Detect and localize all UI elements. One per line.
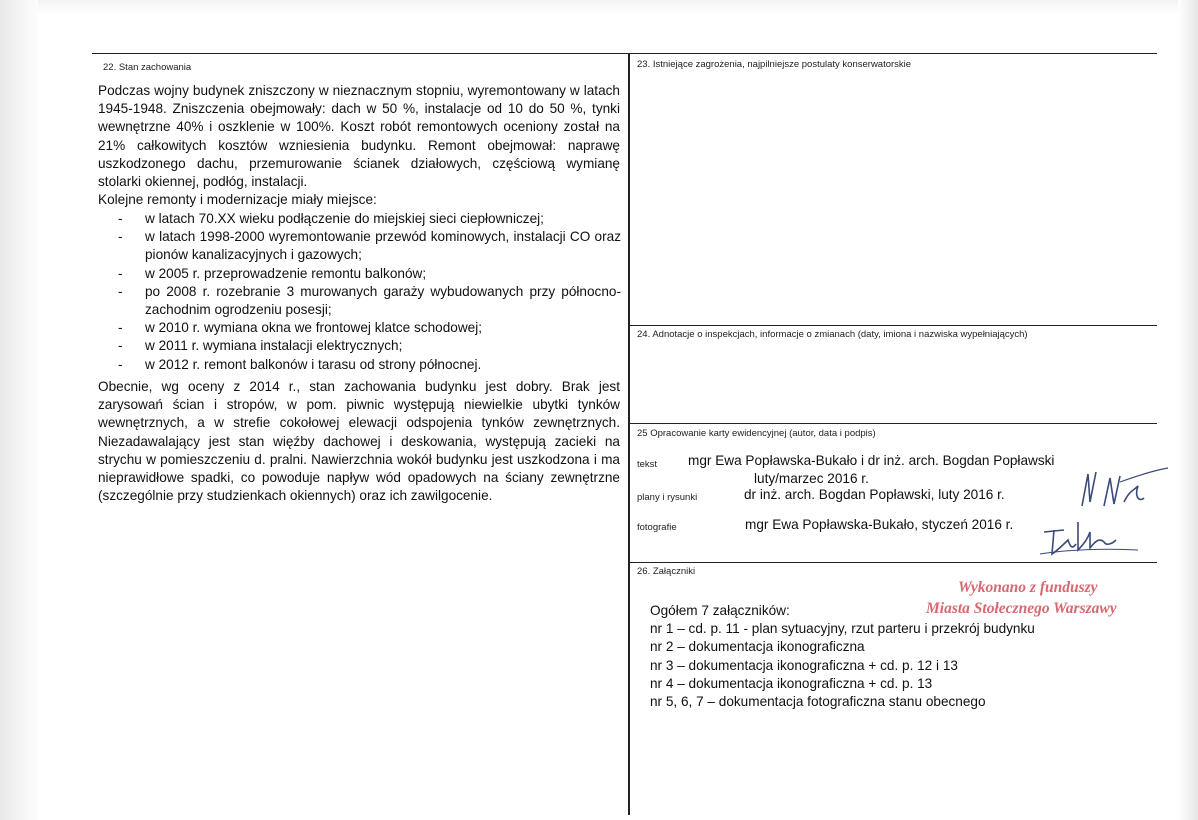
foto-author: mgr Ewa Popławska-Bukało, styczeń 2016 r.	[745, 517, 1014, 532]
dash-bullet: -	[118, 211, 123, 226]
dash-bullet: -	[118, 338, 123, 354]
paragraph-text: Podczas wojny budynek zniszczony w nieznacznym stopniu, wyremontowany w latach 1945-1948. Zniszczenia obejmowały: dach w 50 %, instalacje od 10 do 50 %, tynki wewnętrzne 40% i oszklenie w 100%. Koszt robót remontowych oceniony został na 21% całkowitych kosztów wzniesienia budynku. Remont obejmował: naprawę uszkodzonego dachu, przemurowanie ścianek działowych, częściową wymianę stolarki okiennej, podłóg, instalacji.	[98, 83, 620, 190]
attachments-list	[650, 602, 1035, 711]
section22-label: 22. Stan zachowania	[103, 62, 192, 73]
rule-section24	[628, 325, 1157, 326]
attachment-item: nr 2 – dokumentacja ikonograficzna	[650, 639, 865, 655]
funding-stamp-line1: Wykonano z funduszy	[958, 579, 1098, 596]
list-item-text: w 2010 r. wymiana okna we frontowej klatce schodowej;	[145, 320, 482, 336]
attachment-item: nr 4 – dokumentacja ikonograficzna + cd. p. 13	[650, 675, 933, 691]
list-item-text: po 2008 r. rozebranie 3 murowanych garaży wybudowanych przy północno-zachodnim ogrodzeniu posesji;	[145, 283, 621, 318]
section22-paragraph2: Obecnie, wg oceny z 2014 r., stan zachowania budynku jest dobry. Brak jest zarysowań ścian i stropów, w pom. piwnic występują niewielkie ubytki tynków wewnętrznych, a w strefie cokołowej elewacji odspojenia tynków zewnętrznych. Niezadawalający jest stan więźby dachowej i deskowania, występują zacieki na strychu w pomieszczeniu d. pralni. Nawierzchnia wokół budynku jest uszkodzona i ma nieprawidłowe spadki, co powoduje napływ wód opadowych na ściany zewnętrzne (szczególnie przy studzienkach okiennych) oraz ich zawilgocenie.	[98, 379, 620, 504]
list-item-text: w latach 70.XX wieku podłączenie do miejskiej sieci ciepłowniczej;	[145, 211, 544, 226]
list-item	[118, 265, 621, 283]
list-item-text: w latach 1998-2000 wyremontowanie przewód kominowych, instalacji CO oraz pionów kanalizacyjnych i gazowych;	[145, 229, 621, 263]
dash-bullet: -	[118, 320, 123, 336]
list-item-text: w 2012 r. remont balkonów i tarasu od strony północnej.	[145, 356, 482, 372]
rule-section26	[628, 562, 1157, 563]
list-intro: Kolejne remonty i modernizacje miały miejsce:	[98, 192, 377, 208]
tekst-authors: mgr Ewa Popławska-Bukało i dr inż. arch. Bogdan Popławski	[688, 453, 1055, 468]
dash-bullet: -	[118, 265, 123, 281]
funding-stamp-line2: Miasta Stołecznego Warszawy	[926, 600, 1117, 617]
section22-paragraph1	[98, 82, 620, 209]
attachments-summary: Ogółem 7 załączników:	[650, 603, 790, 618]
attachment-item: nr 3 – dokumentacja ikonograficzna + cd. p. 12 i 13	[650, 657, 958, 673]
dash-bullet: -	[118, 356, 123, 372]
list-item	[118, 283, 621, 319]
rule-section25	[628, 423, 1157, 424]
section26-label: 26. Załączniki	[637, 566, 696, 577]
list-item	[118, 319, 621, 337]
column-divider	[628, 53, 630, 815]
tekst-date: luty/marzec 2016 r.	[754, 471, 869, 486]
list-item-text: w 2005 r. przeprowadzenie remontu balkonów;	[145, 265, 427, 281]
list-item	[118, 337, 621, 355]
dash-bullet: -	[118, 283, 123, 299]
attachment-item: nr 5, 6, 7 – dokumentacja fotograficzna stanu obecnego	[650, 694, 986, 710]
foto-label: fotografie	[637, 522, 677, 533]
list-item	[118, 356, 621, 374]
attachment-item: nr 1 – cd. p. 11 - plan sytuacyjny, rzut parteru i przekrój budynku	[650, 621, 1035, 637]
section24-label: 24. Adnotacje o inspekcjach, informacje o zmianach (daty, imiona i nazwiska wypełniających)	[637, 329, 1028, 340]
list-item-text: w 2011 r. wymiana instalacji elektrycznych;	[145, 338, 403, 354]
list-item	[118, 210, 621, 228]
plany-label: plany i rysunki	[637, 492, 698, 503]
signature-ewa-poplawska-bukalo	[1034, 510, 1144, 560]
list-item	[118, 228, 621, 264]
scan-edge-right	[1178, 0, 1198, 820]
plany-author: dr inż. arch. Bogdan Popławski, luty 2016 r.	[744, 487, 1005, 502]
dash-bullet: -	[118, 229, 123, 245]
section25-label: 25 Opracowanie karty ewidencyjnej (autor, data i podpis)	[637, 428, 876, 439]
tekst-label: tekst	[637, 459, 658, 470]
renovation-list	[118, 210, 621, 374]
section23-label: 23. Istniejące zagrożenia, najpilniejsze postulaty konserwatorskie	[637, 59, 912, 70]
top-rule	[92, 53, 1157, 54]
scan-edge-left	[0, 0, 38, 820]
